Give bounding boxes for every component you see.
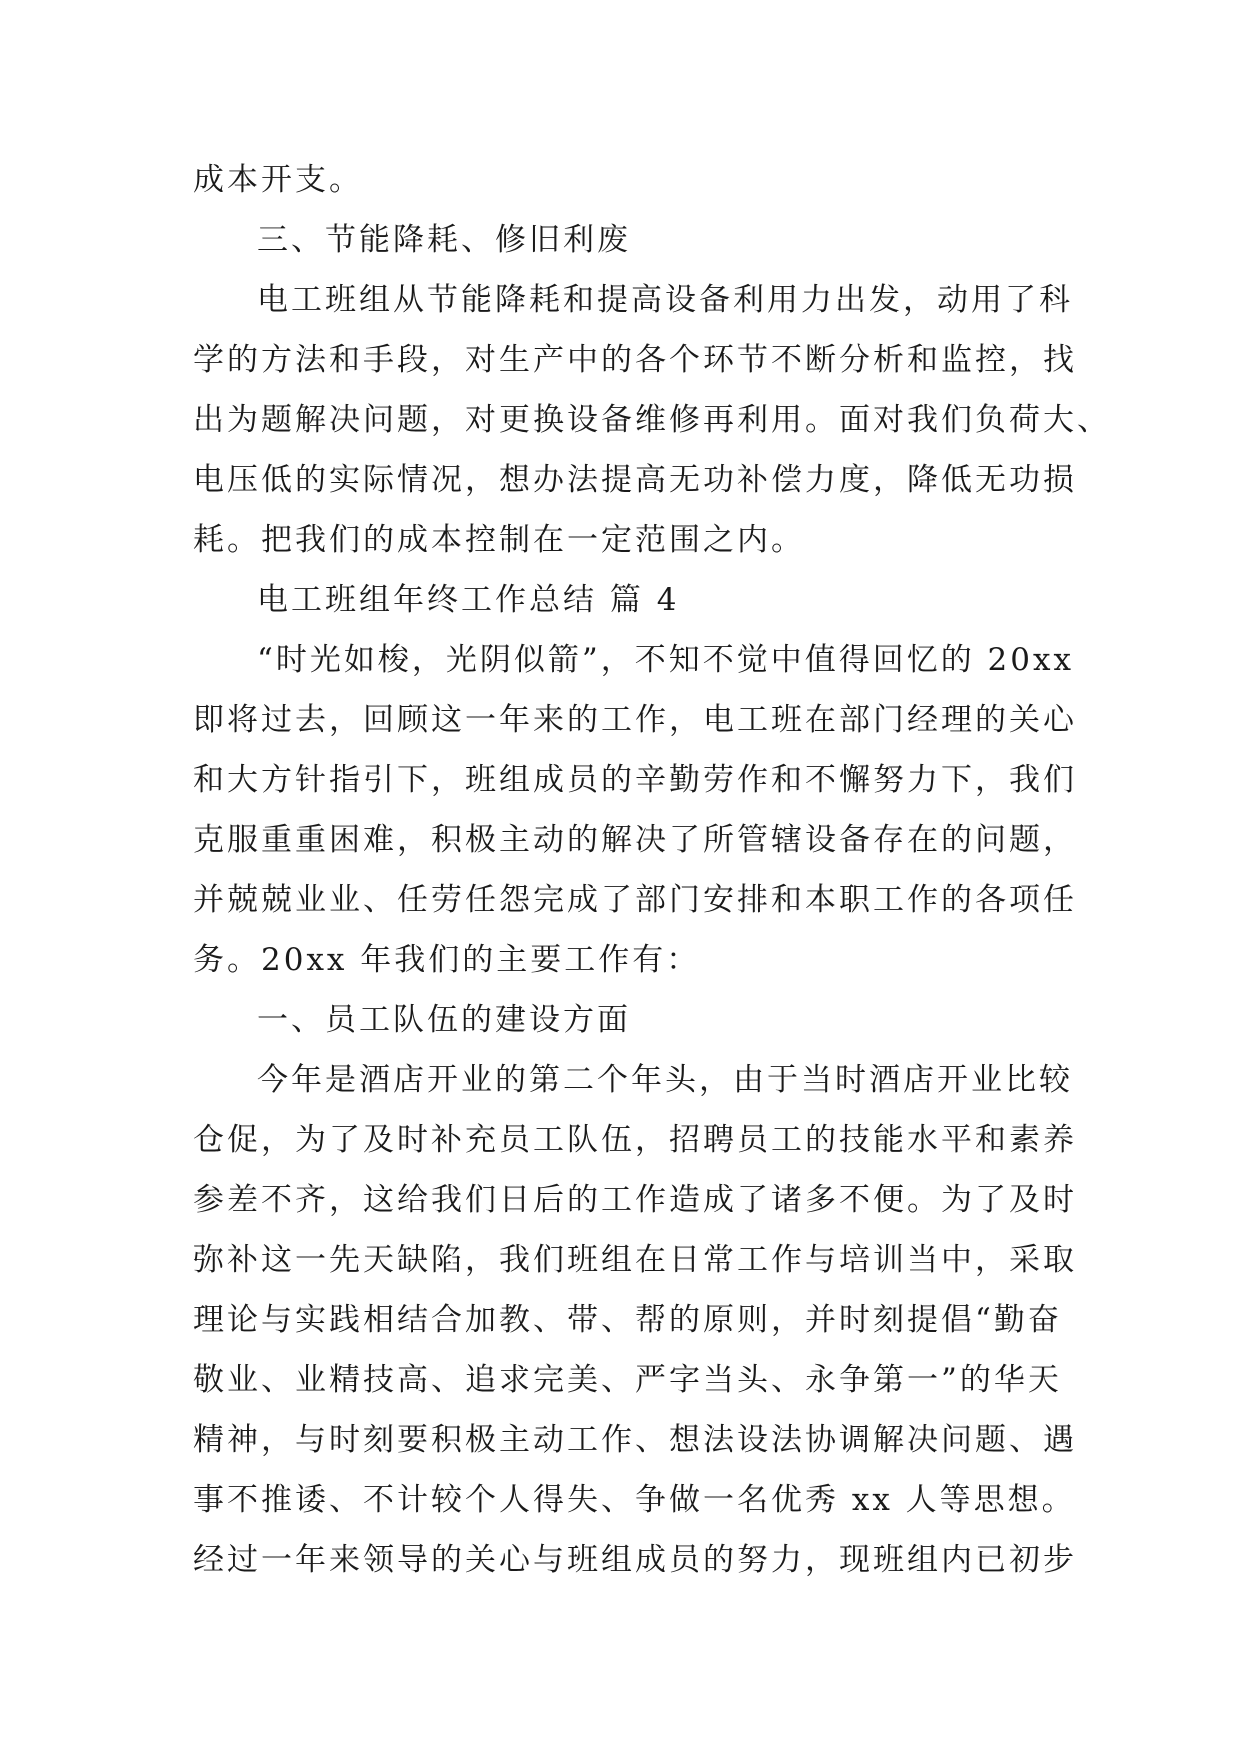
text-line: 今年是酒店开业的第二个年头，由于当时酒店开业比较 — [257, 1062, 1073, 1098]
section-heading: 三、节能降耗、修旧利废 — [257, 222, 631, 258]
text-line: “时光如梭，光阴似箭”，不知不觉中值得回忆的 20xx — [257, 642, 1074, 678]
section-heading: 一、员工队伍的建设方面 — [257, 1002, 631, 1038]
text-line: 弥补这一先天缺陷，我们班组在日常工作与培训当中，采取 — [193, 1242, 1077, 1278]
text-line: 电压低的实际情况，想办法提高无功补偿力度，降低无功损 — [193, 462, 1077, 498]
text-line: 并兢兢业业、任劳任怨完成了部门安排和本职工作的各项任 — [193, 882, 1077, 918]
text-line: 即将过去，回顾这一年来的工作，电工班在部门经理的关心 — [193, 702, 1077, 738]
text-line: 电工班组从节能降耗和提高设备利用力出发，动用了科 — [257, 282, 1073, 318]
article-title: 电工班组年终工作总结 篇 4 — [257, 582, 680, 618]
text-line: 事不推诿、不计较个人得失、争做一名优秀 xx 人等思想。 — [193, 1482, 1076, 1518]
text-line: 务。20xx 年我们的主要工作有： — [193, 942, 701, 978]
text-line: 出为题解决问题，对更换设备维修再利用。面对我们负荷大、 — [193, 402, 1111, 438]
text-line: 耗。把我们的成本控制在一定范围之内。 — [193, 522, 805, 558]
text-line: 参差不齐，这给我们日后的工作造成了诸多不便。为了及时 — [193, 1182, 1077, 1218]
text-line: 理论与实践相结合加教、带、帮的原则，并时刻提倡“勤奋 — [193, 1302, 1062, 1338]
text-line: 敬业、业精技高、追求完美、严字当头、永争第一”的华天 — [193, 1362, 1062, 1398]
text-line: 成本开支。 — [193, 162, 363, 198]
document-body — [193, 150, 1111, 1590]
text-line: 学的方法和手段，对生产中的各个环节不断分析和监控，找 — [193, 342, 1077, 378]
text-line: 经过一年来领导的关心与班组成员的努力，现班组内已初步 — [193, 1542, 1077, 1578]
text-line: 仓促，为了及时补充员工队伍，招聘员工的技能水平和素养 — [193, 1122, 1077, 1158]
text-line: 精神，与时刻要积极主动工作、想法设法协调解决问题、遇 — [193, 1422, 1077, 1458]
text-line: 和大方针指引下，班组成员的辛勤劳作和不懈努力下，我们 — [193, 762, 1077, 798]
text-line: 克服重重困难，积极主动的解决了所管辖设备存在的问题， — [193, 822, 1077, 858]
